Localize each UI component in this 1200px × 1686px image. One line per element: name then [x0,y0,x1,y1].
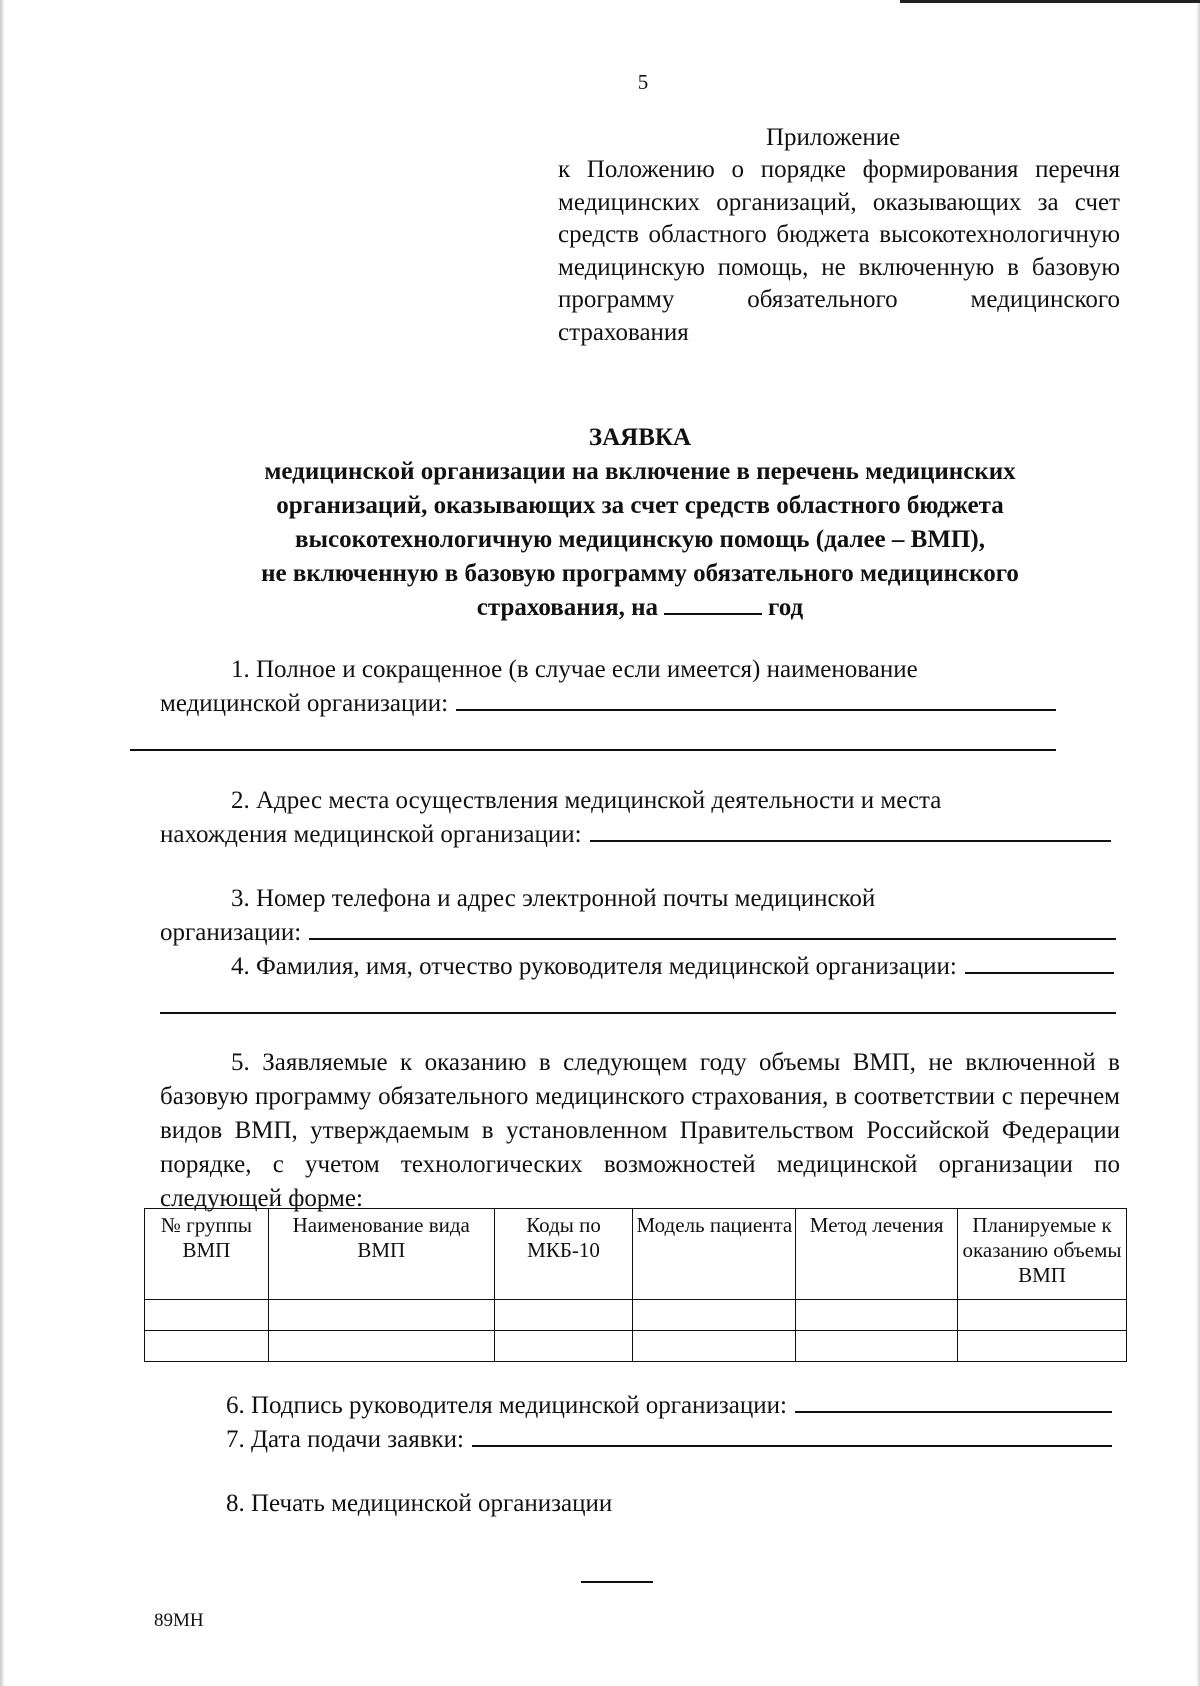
column-header: Метод лечения [796,1209,958,1300]
item-1-blank [456,687,1056,711]
heading-title: ЗАЯВКА [588,424,692,451]
heading-line-3: высокотехнологичную медицинскую помощь (далее – ВМП), [295,526,985,553]
heading-line-1: медицинской организации на включение в перечень медицинских [264,458,1016,485]
column-header: Планируемые к оказанию объемы ВМП [958,1209,1127,1300]
item-7-blank [472,1423,1112,1447]
scan-edge-right [1196,0,1200,1686]
table-row [145,1300,1127,1331]
scan-edge-top [900,0,1200,3]
item-1-blank-line [130,727,1056,751]
item-4-blank [965,950,1114,974]
item-6-blank [795,1389,1112,1413]
item-7-label: 7. Дата подачи заявки: [226,1426,465,1453]
item-2-row [160,818,1111,852]
item-6-label: 6. Подпись руководителя медицинской организации: [226,1392,787,1419]
table-cell [958,1300,1127,1331]
document-heading [190,421,1090,625]
item-4-blank-line [160,990,1116,1014]
heading-line-5-after: год [768,594,804,621]
appendix-body: к Положению о порядке формирования перечня медицинских организаций, оказывающих за счет средств областного бюджета высокотехнологичную медицинскую помощь, не включенную в базовую программу обязательного медицинского страхования [558,156,1120,346]
table-row [145,1331,1127,1362]
year-blank [664,591,762,615]
heading-line-2: организаций, оказывающих за счет средств областного бюджета [276,492,1004,519]
item-7-date [226,1423,1112,1457]
item-8-label: 8. Печать медицинской организации [226,1490,613,1517]
end-rule [581,1581,653,1583]
table-cell [494,1331,633,1362]
heading-line-5-before: страхования, на [476,594,659,621]
table-cell [633,1300,796,1331]
page-number: 5 [637,70,649,94]
item-8-stamp [226,1487,1112,1521]
column-header: Наименование вида ВМП [268,1209,494,1300]
item-1-row [160,687,1056,721]
item-2-text: 2. Адрес места осуществления медицинской деятельности и места [231,787,942,814]
item-5-text: 5. Заявляемые к оказанию в следующем году объемы ВМП, не включенной в базовую программу обязательного медицинского страхования, в соответствии с перечнем видов ВМП, утверждаемым в установленном Правительством Российской Федерации порядке, с учетом технологических возможностей медицинской организации по следующей форме: [160,1049,1120,1212]
item-2-label: нахождения медицинской организации: [160,821,582,848]
table-cell [145,1331,269,1362]
item-1-text: 1. Полное и сокращенное (в случае если имеется) наименование [231,656,918,683]
item-4-label: 4. Фамилия, имя, отчество руководителя медицинской организации: [231,953,957,980]
item-3-blank [309,916,1116,940]
vmp-table [144,1208,1127,1362]
column-header: Коды по МКБ-10 [494,1209,633,1300]
item-5 [160,1046,1120,1216]
item-4-row [231,950,1114,984]
table-cell [268,1331,494,1362]
table-cell [796,1331,958,1362]
appendix-title: Приложение [766,124,901,151]
column-header: № группы ВМП [145,1209,269,1300]
footer-code: 89МН [154,1610,204,1631]
table-cell [633,1331,796,1362]
table-cell [958,1331,1127,1362]
item-6-signature [226,1389,1112,1423]
table-cell [268,1300,494,1331]
table-cell [494,1300,633,1331]
item-3 [160,882,1120,950]
column-header: Модель пациента [633,1209,796,1300]
item-1 [160,653,1120,751]
heading-line-5 [190,591,1090,625]
item-4 [160,950,1120,1014]
item-3-label: организации: [160,919,302,946]
scan-edge-left [0,0,5,1686]
item-3-text: 3. Номер телефона и адрес электронной почты медицинской [231,885,876,912]
heading-line-4: не включенную в базовую программу обязательного медицинского [261,560,1019,587]
item-3-row [160,916,1116,950]
table-cell [145,1300,269,1331]
table-header-row [145,1209,1127,1300]
item-2 [160,784,1120,852]
table-cell [796,1300,958,1331]
item-2-blank [590,818,1111,842]
item-1-label: медицинской организации: [160,690,449,717]
